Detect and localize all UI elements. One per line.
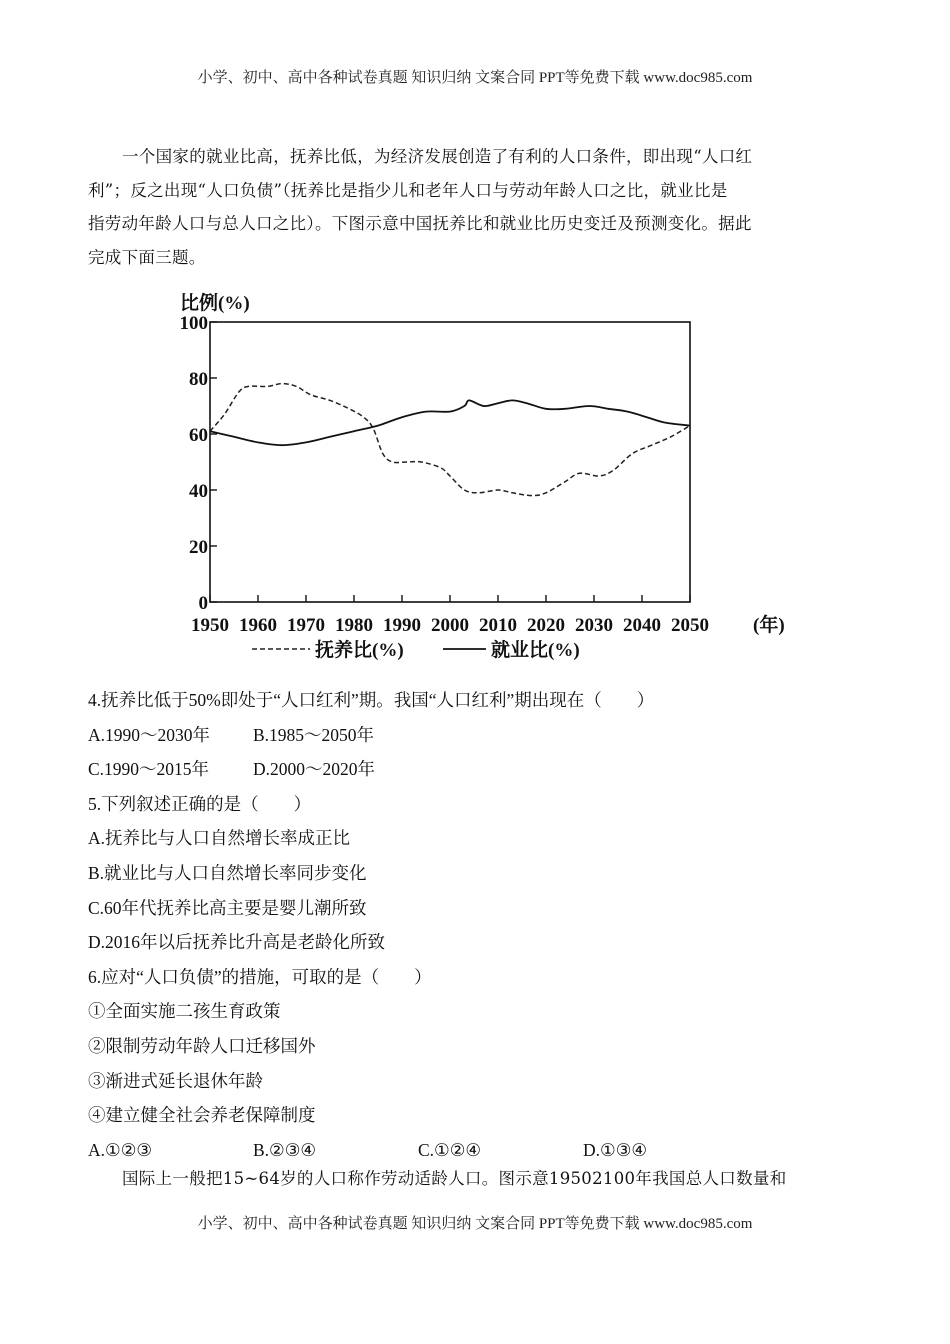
q5-option-a[interactable]: A.抚养比与人口自然增长率成正比 — [88, 828, 351, 849]
y-tick-label: 60 — [189, 425, 208, 446]
q6-option-b[interactable]: B.②③④ — [253, 1139, 317, 1160]
next-passage — [88, 1162, 862, 1196]
x-tick-label: 1950 — [191, 615, 229, 636]
q6-item-1: ①全面实施二孩生育政策 — [88, 1001, 281, 1022]
x-tick-label: 2030 — [575, 615, 613, 636]
x-tick-label: 2040 — [623, 615, 661, 636]
q4-options-row2 — [88, 752, 868, 787]
page-header: 小学、初中、高中各种试卷真题 知识归纳 文案合同 PPT等免费下载 www.doc985.com — [197, 70, 753, 86]
y-axis-label: 比例(%) — [180, 293, 250, 314]
passage-line: 指劳动年龄人口与总人口之比）。下图示意中国抚养比和就业比历史变迁及预测变化。据此 — [88, 214, 752, 233]
q5-option-c[interactable]: C.60年代抚养比高主要是婴儿潮所致 — [88, 897, 367, 918]
q6-item-4: ④建立健全社会养老保障制度 — [88, 1105, 316, 1126]
x-tick-label: 1960 — [239, 615, 277, 636]
intro-passage — [88, 140, 862, 274]
q5-option-d[interactable]: D.2016年以后抚养比升高是老龄化所致 — [88, 932, 386, 953]
q4-option-d[interactable]: D.2000～2020年 — [253, 759, 376, 780]
q4-options-row1 — [88, 718, 868, 753]
q4-option-c[interactable]: C.1990～2015年 — [88, 759, 210, 780]
q5-stem: 5.下列叙述正确的是（ ） — [88, 793, 312, 814]
q5-option-b[interactable]: B.就业比与人口自然增长率同步变化 — [88, 862, 367, 883]
x-tick-label: 1970 — [287, 615, 325, 636]
q6-stem: 6.应对“人口负债”的措施，可取的是（ ） — [88, 966, 432, 987]
q4-option-b[interactable]: B.1985～2050年 — [253, 724, 375, 745]
ratio-line-chart — [160, 283, 790, 668]
passage-line: 利”；反之出现“人口负债”（抚养比是指少儿和老年人口与劳动年龄人口之比，就业比是 — [88, 180, 728, 200]
y-tick-label: 100 — [179, 313, 208, 334]
y-tick-label: 80 — [189, 369, 208, 390]
q6-option-c[interactable]: C.①②④ — [418, 1139, 482, 1160]
x-tick-label: 2050 — [671, 615, 709, 636]
y-tick-label: 0 — [198, 593, 208, 614]
q6-option-d[interactable]: D.①③④ — [583, 1139, 648, 1160]
employment-ratio-line — [210, 400, 690, 445]
passage-line: 国际上一般把15~64岁的人口称作劳动适龄人口。图示意19502100年我国总人口数量和 — [122, 1169, 787, 1188]
question-area — [88, 683, 868, 1167]
q6-item-2: ②限制劳动年龄人口迁移国外 — [88, 1035, 316, 1056]
q6-option-a[interactable]: A.①②③ — [88, 1139, 153, 1160]
x-axis-label: (年) — [753, 615, 785, 636]
y-tick-label: 20 — [189, 537, 208, 558]
q4-stem: 4.抚养比低于50%即处于“人口红利”期。我国“人口红利”期出现在（ ） — [88, 690, 655, 710]
x-tick-label: 2020 — [527, 615, 565, 636]
plot-frame — [210, 322, 690, 602]
q6-item-3: ③渐进式延长退休年龄 — [88, 1070, 263, 1091]
y-tick-label: 40 — [189, 481, 208, 502]
q4-option-a[interactable]: A.1990～2030年 — [88, 724, 211, 745]
x-tick-label: 1980 — [335, 615, 373, 636]
page-footer: 小学、初中、高中各种试卷真题 知识归纳 文案合同 PPT等免费下载 www.doc985.com — [197, 1216, 753, 1232]
passage-line: 一个国家的就业比高，抚养比低，为经济发展创造了有利的人口条件，即出现“人口红 — [122, 147, 753, 166]
legend-employment-label: 就业比(%) — [491, 640, 580, 661]
x-tick-label: 2010 — [479, 615, 517, 636]
passage-line: 完成下面三题。 — [88, 247, 206, 267]
legend-dependency-label: 抚养比(%) — [315, 640, 404, 661]
x-tick-label: 2000 — [431, 615, 469, 636]
dependency-ratio-line — [210, 384, 690, 496]
x-tick-label: 1990 — [383, 615, 421, 636]
